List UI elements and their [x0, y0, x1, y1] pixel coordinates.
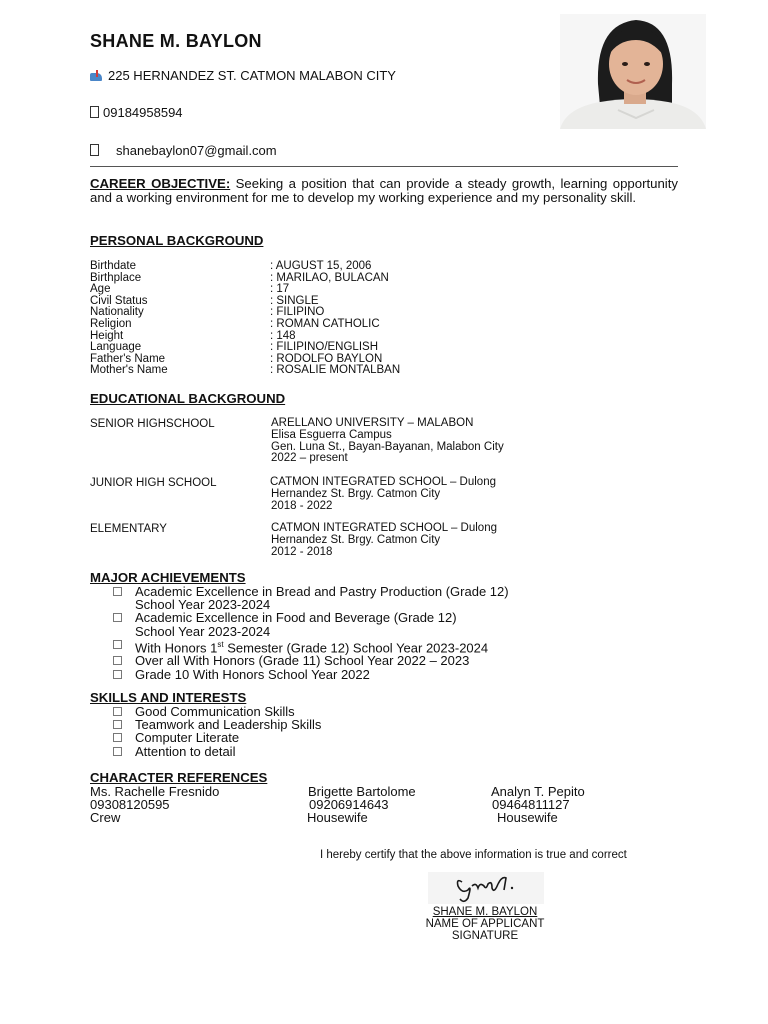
- personal-background-title: PERSONAL BACKGROUND: [90, 233, 264, 248]
- bullet-icon: [113, 656, 122, 665]
- personal-value: : AUGUST 15, 2006: [270, 260, 372, 272]
- personal-value: : FILIPINO/ENGLISH: [270, 341, 378, 354]
- portrait-graphic: [560, 14, 706, 129]
- skill-text: Good Communication Skills: [135, 704, 295, 719]
- email-text: shanebaylon07@gmail.com: [116, 143, 277, 158]
- bullet-icon: [113, 670, 122, 679]
- phone-icon: [90, 106, 99, 118]
- list-item: [113, 668, 509, 681]
- signature-caption: NAME OF APPLICANT: [425, 917, 545, 930]
- personal-label: Nationality: [90, 306, 144, 319]
- reference-2: [307, 785, 416, 825]
- edu-details-elementary: [271, 523, 497, 558]
- list-item: [113, 585, 509, 598]
- list-item: [113, 638, 509, 655]
- career-objective: [90, 177, 678, 205]
- address-text: 225 HERNANDEZ ST. CATMON MALABON CITY: [108, 68, 396, 83]
- personal-value: : SINGLE: [270, 294, 319, 307]
- phone-text: 09184958594: [103, 105, 183, 120]
- reference-phone: 09308120595: [90, 797, 170, 813]
- list-item: [113, 611, 509, 624]
- personal-label: Age: [90, 283, 111, 296]
- achievement-text: With Honors 1: [135, 640, 218, 656]
- email-icon: [90, 144, 99, 156]
- signature-block: [410, 907, 560, 942]
- skill-text: Teamwork and Leadership Skills: [135, 717, 322, 733]
- signature-image: [428, 872, 544, 904]
- edu-line: Elisa Esguerra Campus: [271, 428, 392, 441]
- personal-value: : 17: [270, 283, 290, 296]
- edu-level-senior: SENIOR HIGHSCHOOL: [90, 418, 215, 430]
- edu-line: 2018 - 2022: [271, 499, 333, 512]
- edu-details-senior: [271, 418, 504, 465]
- skill-text: Attention to detail: [135, 743, 236, 759]
- character-references-title: CHARACTER REFERENCES: [90, 770, 268, 785]
- email-line: [90, 143, 277, 158]
- edu-line: 2022 – present: [271, 452, 348, 465]
- skills-list: [113, 705, 321, 758]
- phone-line: [90, 105, 183, 120]
- signature-caption: SIGNATURE: [451, 929, 519, 942]
- reference-name: Ms. Rachelle Fresnido: [90, 784, 220, 799]
- personal-row: [90, 319, 590, 331]
- signature-name: SHANE M. BAYLON: [432, 906, 538, 918]
- educational-background-title: EDUCATIONAL BACKGROUND: [90, 391, 286, 406]
- header-divider: [90, 166, 678, 167]
- bullet-icon: [113, 733, 122, 742]
- personal-value: : ROMAN CATHOLIC: [270, 318, 380, 330]
- personal-value: : FILIPINO: [270, 306, 325, 319]
- bullet-icon: [113, 707, 122, 716]
- edu-line: 2012 - 2018: [271, 545, 333, 558]
- skills-title: SKILLS AND INTERESTS: [90, 690, 247, 705]
- personal-row: [90, 284, 590, 296]
- bullet-icon: [113, 587, 122, 596]
- achievement-continuation: School Year 2023-2024: [135, 597, 271, 613]
- personal-label: Civil Status: [90, 294, 148, 307]
- reference-1: [90, 785, 219, 825]
- achievements-list: [113, 585, 509, 681]
- bullet-icon: [113, 640, 122, 649]
- reference-occupation: Housewife: [307, 810, 368, 826]
- reference-3: [491, 785, 585, 825]
- personal-label: Religion: [90, 318, 132, 330]
- personal-value: : MARILAO, BULACAN: [270, 271, 389, 284]
- edu-line: ARELLANO UNIVERSITY – MALABON: [271, 417, 474, 429]
- personal-label: Father's Name: [90, 352, 166, 365]
- skill-text: Computer Literate: [135, 730, 240, 746]
- personal-value: : 148: [270, 329, 296, 342]
- personal-label: Birthplace: [90, 271, 142, 284]
- achievement-text: Semester (Grade 12) School Year 2023-2024: [223, 640, 489, 656]
- edu-line: Gen. Luna St., Bayan-Bayanan, Malabon City: [271, 440, 504, 453]
- certification-statement: I hereby certify that the above information is true and correct: [320, 849, 627, 861]
- mailbox-icon: [90, 70, 104, 81]
- reference-name: Brigette Bartolome: [308, 784, 416, 799]
- reference-phone: 09206914643: [309, 797, 389, 813]
- bullet-icon: [113, 613, 122, 622]
- applicant-name: SHANE M. BAYLON: [90, 31, 262, 51]
- edu-line: Hernandez St. Brgy. Catmon City: [271, 487, 441, 500]
- list-item: [113, 745, 321, 758]
- achievement-text: Over all With Honors (Grade 11) School Year 2022 – 2023: [135, 653, 470, 669]
- edu-line: CATMON INTEGRATED SCHOOL – Dulong: [271, 522, 497, 534]
- bullet-icon: [113, 747, 122, 756]
- personal-label: Mother's Name: [90, 364, 168, 377]
- personal-label: Birthdate: [90, 260, 137, 272]
- personal-label: Height: [90, 329, 124, 342]
- major-achievements-title: MAJOR ACHIEVEMENTS: [90, 570, 246, 585]
- edu-level-junior: JUNIOR HIGH SCHOOL: [90, 477, 217, 489]
- applicant-photo: [560, 14, 706, 129]
- personal-row: [90, 296, 590, 308]
- bullet-icon: [113, 720, 122, 729]
- personal-value: : ROSALIE MONTALBAN: [270, 364, 401, 377]
- reference-phone: 09464811127: [492, 797, 570, 813]
- personal-row: [90, 273, 590, 285]
- reference-name: Analyn T. Pepito: [491, 784, 585, 799]
- objective-heading: CAREER OBJECTIVE:: [90, 176, 231, 191]
- edu-level-elementary: ELEMENTARY: [90, 523, 167, 535]
- personal-value: : RODOLFO BAYLON: [270, 352, 383, 365]
- edu-details-junior: [270, 477, 496, 512]
- personal-label: Language: [90, 341, 142, 354]
- handwritten-signature: [428, 872, 544, 904]
- reference-occupation: Crew: [90, 810, 121, 826]
- achievement-text: Academic Excellence in Bread and Pastry Production (Grade 12): [135, 584, 509, 599]
- edu-line: Hernandez St. Brgy. Catmon City: [271, 533, 441, 546]
- achievement-text: Grade 10 With Honors School Year 2022: [135, 666, 370, 682]
- ordinal-suffix: st: [217, 639, 224, 649]
- reference-occupation: Housewife: [497, 810, 558, 826]
- edu-line: CATMON INTEGRATED SCHOOL – Dulong: [270, 476, 496, 488]
- personal-row: [90, 365, 590, 377]
- achievement-continuation: School Year 2023-2024: [135, 623, 271, 639]
- objective-text: Seeking a position that can provide a steady growth, learning opportunity and a working environment for me to develop my working experience and my personality skill.: [90, 176, 678, 205]
- achievement-text: Academic Excellence in Food and Beverage (Grade 12): [135, 610, 457, 626]
- address-line: [90, 68, 396, 83]
